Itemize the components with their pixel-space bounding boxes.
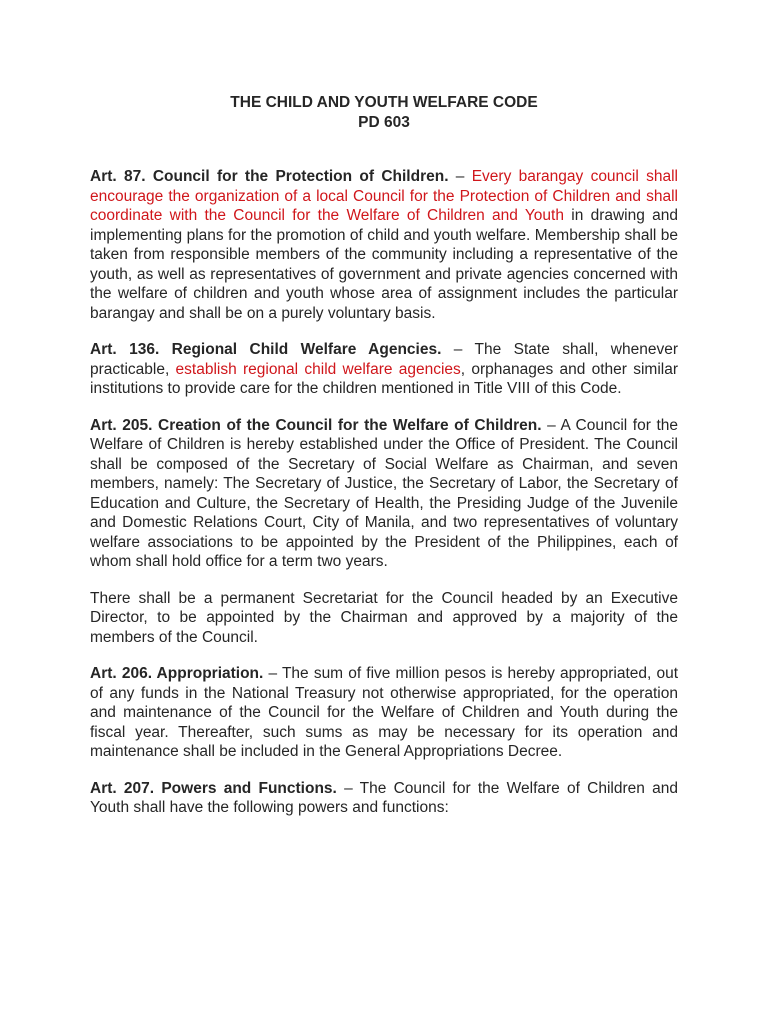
heading-dash: – <box>336 779 360 797</box>
article-205-secretariat <box>90 589 678 648</box>
document-page <box>90 93 678 835</box>
highlighted-text: establish regional child welfare agencies <box>175 360 461 378</box>
heading-dash: – <box>541 416 561 434</box>
article-heading: Art. 136. Regional Child Welfare Agencies. <box>90 341 442 358</box>
article-87 <box>90 167 678 323</box>
article-body: The sum of five million pesos is hereby appropriated, out of any funds in the National Treasury not otherwise appropriated, for the operation and maintenance of the Council for the Welfare of Children and Youth during the fiscal year. Thereafter, such sums as may be necessary for its operation and maintenance shall be included in the General Appropriations Decree. <box>90 665 679 760</box>
article-heading: Art. 207. Powers and Functions. <box>90 779 337 797</box>
article-body: There shall be a permanent Secretariat for the Council headed by an Executive Director, to be appointed by the Chairman and approved by a majority of the members of the Council. <box>90 589 678 646</box>
heading-dash: – <box>448 168 472 185</box>
article-body: in drawing and implementing plans for the promotion of child and youth welfare. Membership shall be taken from responsible members of the community including a representative of the youth, as well as representatives of government and private agencies concerned with the welfare of children and youth whose area of assignment includes the particular barangay and shall be on a purely voluntary basis. <box>90 207 679 322</box>
article-body: The Council for the Welfare of Children and Youth shall have the following powers and functions: <box>90 779 678 816</box>
article-136 <box>90 340 678 399</box>
article-207 <box>90 779 678 818</box>
highlighted-text: Every barangay council shall encourage the organization of a local Council for the Protection of Children and shall coordinate with the Council for the Welfare of Children and Youth <box>90 168 678 224</box>
article-body: , orphanages and other similar institutions to provide care for the children mentioned in Title VIII of this Code. <box>90 360 678 397</box>
article-body-pre: The State shall, whenever practicable, <box>90 341 679 378</box>
article-body: A Council for the Welfare of Children is hereby established under the Office of President. The Council shall be composed of the Secretary of Social Welfare as Chairman, and seven members, namely: The Secretary of Justice, the Secretary of Labor, the Secretary of Education and Culture, the Secretary of Health, the Presiding Judge of the Juvenile and Domestic Relations Court, City of Manila, and two representatives of voluntary welfare associations to be appointed by the President of the Philippines, each of whom shall hold office for a term two years. <box>90 416 678 570</box>
title-line-2: PD 603 <box>358 114 410 131</box>
article-heading: Art. 206. Appropriation. <box>90 665 264 682</box>
heading-dash: – <box>441 341 475 358</box>
title-line-1: THE CHILD AND YOUTH WELFARE CODE <box>230 94 538 111</box>
article-205 <box>90 416 678 572</box>
article-heading: Art. 87. Council for the Protection of Children. <box>90 168 449 185</box>
article-206 <box>90 664 678 762</box>
article-heading: Art. 205. Creation of the Council for the Welfare of Children. <box>90 416 542 434</box>
document-title <box>90 93 678 133</box>
heading-dash: – <box>263 665 282 682</box>
